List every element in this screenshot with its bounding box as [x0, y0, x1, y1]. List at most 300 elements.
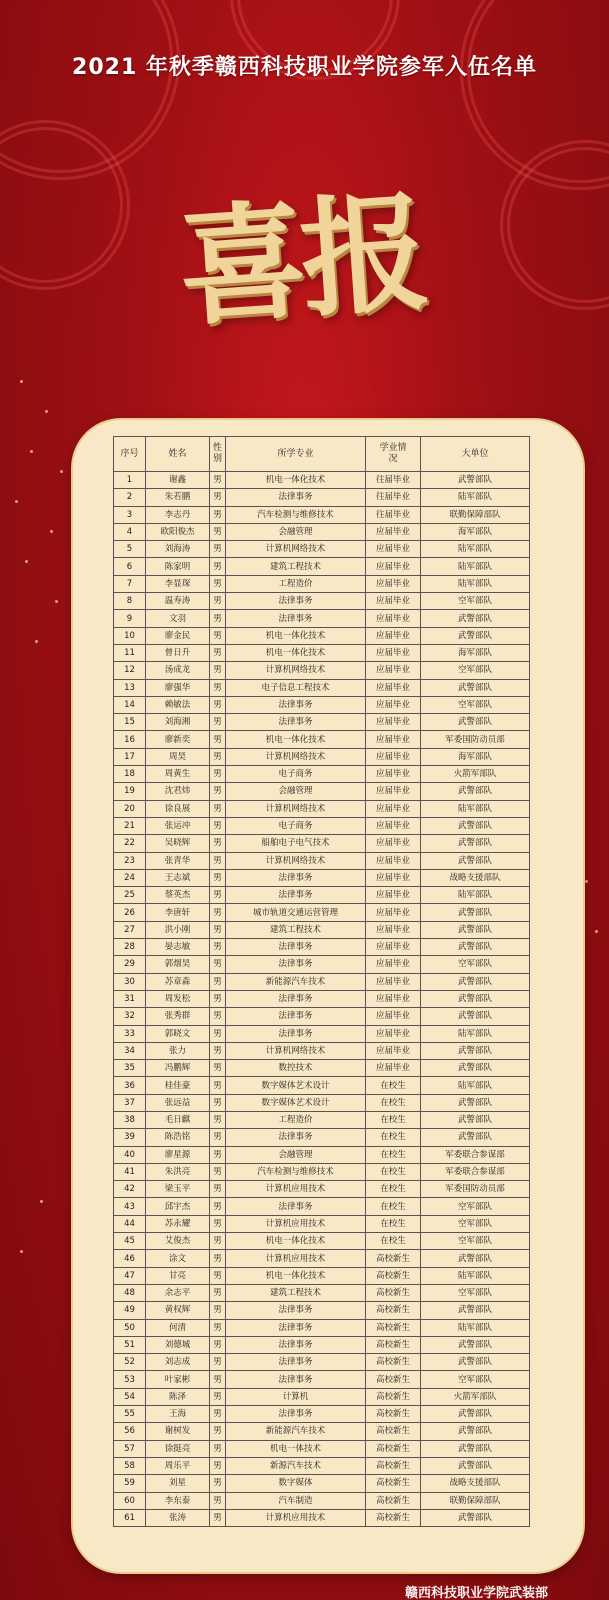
cell-index: 6 [114, 558, 146, 575]
cell-major: 新源汽车技术 [226, 1457, 366, 1474]
cell-name: 沈君炜 [146, 783, 210, 800]
cell-status: 应届毕业 [366, 610, 421, 627]
table-row [114, 731, 530, 748]
cell-status: 高校新生 [366, 1457, 421, 1474]
cell-major: 计算机网络技术 [226, 748, 366, 765]
cell-unit: 空军部队 [421, 593, 530, 610]
cell-index: 42 [114, 1181, 146, 1198]
cell-index: 9 [114, 610, 146, 627]
cell-index: 58 [114, 1457, 146, 1474]
cell-status: 在校生 [366, 1111, 421, 1128]
cell-index: 61 [114, 1509, 146, 1526]
cell-name: 晏志敏 [146, 939, 210, 956]
cell-major: 数控技术 [226, 1060, 366, 1077]
cell-index: 14 [114, 696, 146, 713]
cell-name: 廖强华 [146, 679, 210, 696]
cell-status: 应届毕业 [366, 939, 421, 956]
cell-unit: 空军部队 [421, 1284, 530, 1301]
cell-gender: 男 [210, 610, 226, 627]
table-row [114, 748, 530, 765]
cell-gender: 男 [210, 1492, 226, 1509]
cell-gender: 男 [210, 679, 226, 696]
cell-major: 法律事务 [226, 489, 366, 506]
cell-gender: 男 [210, 662, 226, 679]
cell-unit: 武警部队 [421, 990, 530, 1007]
cell-gender: 男 [210, 835, 226, 852]
cell-major: 计算机网络技术 [226, 541, 366, 558]
cell-index: 37 [114, 1094, 146, 1111]
table-row [114, 523, 530, 540]
cell-status: 应届毕业 [366, 731, 421, 748]
cell-unit: 武警部队 [421, 1042, 530, 1059]
cell-unit: 武警部队 [421, 852, 530, 869]
table-row [114, 1319, 530, 1336]
cell-gender: 男 [210, 973, 226, 990]
cell-index: 10 [114, 627, 146, 644]
cell-unit: 武警部队 [421, 921, 530, 938]
cell-index: 16 [114, 731, 146, 748]
table-row [114, 575, 530, 592]
cell-major: 机电一体化技术 [226, 1233, 366, 1250]
cell-name: 廖金民 [146, 627, 210, 644]
cell-status: 应届毕业 [366, 973, 421, 990]
cell-gender: 男 [210, 1388, 226, 1405]
cell-unit: 海军部队 [421, 644, 530, 661]
header-index: 序号 [114, 437, 146, 472]
cell-name: 洪小刚 [146, 921, 210, 938]
cell-status: 在校生 [366, 1163, 421, 1180]
cell-name: 曾日升 [146, 644, 210, 661]
cell-gender: 男 [210, 1233, 226, 1250]
cell-unit: 陆军部队 [421, 575, 530, 592]
cell-gender: 男 [210, 1284, 226, 1301]
cell-major: 工程造价 [226, 575, 366, 592]
cell-unit: 陆军部队 [421, 541, 530, 558]
cell-gender: 男 [210, 1060, 226, 1077]
cell-unit: 军委联合参谋部 [421, 1163, 530, 1180]
table-row [114, 1215, 530, 1232]
cell-name: 苏章森 [146, 973, 210, 990]
cell-name: 谢树发 [146, 1423, 210, 1440]
cell-unit: 军委国防动员部 [421, 731, 530, 748]
cell-gender: 男 [210, 939, 226, 956]
cell-index: 43 [114, 1198, 146, 1215]
cell-status: 高校新生 [366, 1440, 421, 1457]
cell-name: 陈泽 [146, 1388, 210, 1405]
table-row [114, 1129, 530, 1146]
cell-status: 应届毕业 [366, 523, 421, 540]
cell-major: 机电一体技术 [226, 1440, 366, 1457]
cell-status: 应届毕业 [366, 1042, 421, 1059]
cell-gender: 男 [210, 1042, 226, 1059]
cell-status: 在校生 [366, 1094, 421, 1111]
cell-index: 29 [114, 956, 146, 973]
cell-status: 高校新生 [366, 1406, 421, 1423]
cell-gender: 男 [210, 1457, 226, 1474]
cell-gender: 男 [210, 644, 226, 661]
cell-name: 甘亮 [146, 1267, 210, 1284]
cell-major: 法律事务 [226, 1406, 366, 1423]
table-row [114, 817, 530, 834]
cell-index: 8 [114, 593, 146, 610]
cell-gender: 男 [210, 541, 226, 558]
cell-unit: 空军部队 [421, 662, 530, 679]
cell-status: 在校生 [366, 1233, 421, 1250]
cell-name: 欧阳俊杰 [146, 523, 210, 540]
cell-gender: 男 [210, 472, 226, 489]
cell-unit: 武警部队 [421, 627, 530, 644]
cell-index: 55 [114, 1406, 146, 1423]
cell-status: 往届毕业 [366, 489, 421, 506]
cell-unit: 陆军部队 [421, 1267, 530, 1284]
table-row [114, 990, 530, 1007]
cell-gender: 男 [210, 1146, 226, 1163]
cell-gender: 男 [210, 748, 226, 765]
cell-unit: 陆军部队 [421, 1319, 530, 1336]
cell-major: 新能源汽车技术 [226, 1423, 366, 1440]
cell-unit: 海军部队 [421, 748, 530, 765]
cell-unit: 武警部队 [421, 835, 530, 852]
cell-unit: 空军部队 [421, 1233, 530, 1250]
cell-gender: 男 [210, 1094, 226, 1111]
cell-name: 李唐轩 [146, 904, 210, 921]
cell-major: 汽车检测与维修技术 [226, 1163, 366, 1180]
cell-unit: 空军部队 [421, 1198, 530, 1215]
table-row [114, 783, 530, 800]
cell-status: 应届毕业 [366, 1008, 421, 1025]
cell-index: 13 [114, 679, 146, 696]
cell-unit: 武警部队 [421, 1440, 530, 1457]
cell-status: 高校新生 [366, 1354, 421, 1371]
table-row [114, 610, 530, 627]
cell-status: 在校生 [366, 1215, 421, 1232]
cell-gender: 男 [210, 1215, 226, 1232]
cell-unit: 火箭军部队 [421, 766, 530, 783]
header-name: 姓名 [146, 437, 210, 472]
cell-index: 17 [114, 748, 146, 765]
cell-index: 53 [114, 1371, 146, 1388]
cell-gender: 男 [210, 1025, 226, 1042]
table-row [114, 1025, 530, 1042]
cell-name: 朱洪亮 [146, 1163, 210, 1180]
cell-major: 机电一体化技术 [226, 1267, 366, 1284]
cell-major: 计算机网络技术 [226, 662, 366, 679]
cell-index: 15 [114, 714, 146, 731]
table-row [114, 904, 530, 921]
cell-status: 应届毕业 [366, 662, 421, 679]
cell-status: 高校新生 [366, 1336, 421, 1353]
cell-index: 11 [114, 644, 146, 661]
cell-gender: 男 [210, 489, 226, 506]
cell-major: 数字媒体艺术设计 [226, 1094, 366, 1111]
cell-gender: 男 [210, 1198, 226, 1215]
cell-major: 法律事务 [226, 1025, 366, 1042]
enlistment-roster-table [113, 436, 530, 1527]
cell-status: 应届毕业 [366, 541, 421, 558]
cell-name: 余志平 [146, 1284, 210, 1301]
cell-status: 高校新生 [366, 1319, 421, 1336]
cell-major: 计算机 [226, 1388, 366, 1405]
cell-gender: 男 [210, 1423, 226, 1440]
table-row [114, 1336, 530, 1353]
cell-index: 3 [114, 506, 146, 523]
cell-status: 应届毕业 [366, 956, 421, 973]
cell-major: 法律事务 [226, 887, 366, 904]
cell-status: 应届毕业 [366, 904, 421, 921]
table-row [114, 644, 530, 661]
cell-index: 41 [114, 1163, 146, 1180]
cell-gender: 男 [210, 990, 226, 1007]
table-row [114, 696, 530, 713]
table-row [114, 766, 530, 783]
cell-major: 会融管理 [226, 523, 366, 540]
cell-status: 高校新生 [366, 1284, 421, 1301]
cell-gender: 男 [210, 1371, 226, 1388]
cell-name: 毛日麒 [146, 1111, 210, 1128]
cell-unit: 陆军部队 [421, 1025, 530, 1042]
cell-gender: 男 [210, 1319, 226, 1336]
cell-status: 应届毕业 [366, 1060, 421, 1077]
cell-status: 应届毕业 [366, 766, 421, 783]
cell-unit: 空军部队 [421, 1371, 530, 1388]
cell-name: 王海 [146, 1406, 210, 1423]
cell-gender: 男 [210, 1163, 226, 1180]
cell-status: 应届毕业 [366, 783, 421, 800]
cell-name: 谢鑫 [146, 472, 210, 489]
cell-name: 王志斌 [146, 869, 210, 886]
cell-name: 朱若鹏 [146, 489, 210, 506]
cell-major: 机电一体化技术 [226, 627, 366, 644]
cell-unit: 战略支援部队 [421, 1475, 530, 1492]
cell-status: 在校生 [366, 1077, 421, 1094]
cell-major: 法律事务 [226, 939, 366, 956]
cell-index: 28 [114, 939, 146, 956]
cell-name: 郭晓文 [146, 1025, 210, 1042]
cell-name: 赖敏法 [146, 696, 210, 713]
cell-status: 在校生 [366, 1181, 421, 1198]
cell-unit: 火箭军部队 [421, 1388, 530, 1405]
cell-gender: 男 [210, 523, 226, 540]
cell-name: 梁玉平 [146, 1181, 210, 1198]
cell-gender: 男 [210, 1181, 226, 1198]
table-row [114, 887, 530, 904]
table-row [114, 1440, 530, 1457]
table-row [114, 800, 530, 817]
page-title: 2021 年秋季赣西科技职业学院参军入伍名单 [72, 55, 537, 80]
cell-gender: 男 [210, 1111, 226, 1128]
cell-gender: 男 [210, 1250, 226, 1267]
cell-index: 54 [114, 1388, 146, 1405]
cell-index: 27 [114, 921, 146, 938]
cell-index: 52 [114, 1354, 146, 1371]
cell-unit: 武警部队 [421, 1457, 530, 1474]
cell-name: 张涛 [146, 1509, 210, 1526]
table-row [114, 1181, 530, 1198]
table-row [114, 939, 530, 956]
cell-status: 在校生 [366, 1146, 421, 1163]
cell-status: 应届毕业 [366, 852, 421, 869]
cell-major: 计算机应用技术 [226, 1215, 366, 1232]
cell-major: 建筑工程技术 [226, 558, 366, 575]
cell-name: 刘海涛 [146, 541, 210, 558]
cell-index: 4 [114, 523, 146, 540]
cell-unit: 战略支援部队 [421, 869, 530, 886]
cell-name: 李志丹 [146, 506, 210, 523]
table-row [114, 1354, 530, 1371]
cell-index: 20 [114, 800, 146, 817]
cell-name: 蔡英杰 [146, 887, 210, 904]
cell-index: 47 [114, 1267, 146, 1284]
table-row [114, 679, 530, 696]
cell-status: 应届毕业 [366, 869, 421, 886]
cell-major: 船舶电子电气技术 [226, 835, 366, 852]
cell-major: 汽车检测与维修技术 [226, 506, 366, 523]
cell-gender: 男 [210, 1129, 226, 1146]
table-row [114, 1406, 530, 1423]
cell-name: 周乐平 [146, 1457, 210, 1474]
cell-status: 应届毕业 [366, 679, 421, 696]
cell-name: 张青华 [146, 852, 210, 869]
cell-index: 34 [114, 1042, 146, 1059]
cell-major: 计算机网络技术 [226, 800, 366, 817]
table-row [114, 1284, 530, 1301]
cell-gender: 男 [210, 1475, 226, 1492]
cell-gender: 男 [210, 766, 226, 783]
table-row [114, 1492, 530, 1509]
cell-major: 会融管理 [226, 1146, 366, 1163]
cell-gender: 男 [210, 1302, 226, 1319]
cell-status: 在校生 [366, 1129, 421, 1146]
cell-major: 新能源汽车技术 [226, 973, 366, 990]
cell-name: 邱宇杰 [146, 1198, 210, 1215]
cell-gender: 男 [210, 1440, 226, 1457]
table-row [114, 852, 530, 869]
cell-status: 应届毕业 [366, 817, 421, 834]
cell-unit: 武警部队 [421, 939, 530, 956]
cell-index: 49 [114, 1302, 146, 1319]
cell-gender: 男 [210, 1267, 226, 1284]
table-row [114, 506, 530, 523]
cell-major: 法律事务 [226, 1319, 366, 1336]
cell-name: 廖星源 [146, 1146, 210, 1163]
cell-name: 陈家明 [146, 558, 210, 575]
cell-name: 汤成龙 [146, 662, 210, 679]
cell-major: 法律事务 [226, 1302, 366, 1319]
cell-index: 12 [114, 662, 146, 679]
cell-unit: 武警部队 [421, 1336, 530, 1353]
cell-major: 机电一体化技术 [226, 731, 366, 748]
cell-name: 刘星 [146, 1475, 210, 1492]
cell-major: 法律事务 [226, 1371, 366, 1388]
table-row [114, 1388, 530, 1405]
cell-index: 7 [114, 575, 146, 592]
cell-unit: 武警部队 [421, 973, 530, 990]
cell-unit: 武警部队 [421, 904, 530, 921]
cell-index: 33 [114, 1025, 146, 1042]
cell-unit: 陆军部队 [421, 558, 530, 575]
table-row [114, 1475, 530, 1492]
cell-major: 法律事务 [226, 714, 366, 731]
cell-gender: 男 [210, 714, 226, 731]
cell-unit: 军委联合参谋部 [421, 1146, 530, 1163]
cell-unit: 武警部队 [421, 1423, 530, 1440]
cell-status: 应届毕业 [366, 714, 421, 731]
table-row [114, 1077, 530, 1094]
cell-status: 往届毕业 [366, 506, 421, 523]
table-row [114, 1198, 530, 1215]
cell-major: 计算机网络技术 [226, 852, 366, 869]
cell-index: 32 [114, 1008, 146, 1025]
cell-index: 30 [114, 973, 146, 990]
cell-major: 会融管理 [226, 783, 366, 800]
cell-status: 应届毕业 [366, 696, 421, 713]
table-row [114, 1111, 530, 1128]
cell-major: 法律事务 [226, 610, 366, 627]
cell-status: 高校新生 [366, 1371, 421, 1388]
cell-name: 叶家彬 [146, 1371, 210, 1388]
cell-unit: 空军部队 [421, 696, 530, 713]
cell-gender: 男 [210, 696, 226, 713]
cell-major: 数字媒体艺术设计 [226, 1077, 366, 1094]
cell-name: 张远益 [146, 1094, 210, 1111]
cell-gender: 男 [210, 1354, 226, 1371]
table-row [114, 662, 530, 679]
cell-major: 法律事务 [226, 1008, 366, 1025]
table-row [114, 1008, 530, 1025]
table-row [114, 489, 530, 506]
table-row [114, 1302, 530, 1319]
cell-status: 应届毕业 [366, 575, 421, 592]
cell-unit: 空军部队 [421, 956, 530, 973]
cell-index: 24 [114, 869, 146, 886]
table-row [114, 1371, 530, 1388]
cell-name: 黄权辉 [146, 1302, 210, 1319]
header-gender: 性别 [210, 437, 226, 472]
cell-unit: 陆军部队 [421, 800, 530, 817]
cell-status: 应届毕业 [366, 558, 421, 575]
cell-unit: 联勤保障部队 [421, 1492, 530, 1509]
cell-index: 40 [114, 1146, 146, 1163]
cell-status: 应届毕业 [366, 990, 421, 1007]
cell-unit: 武警部队 [421, 472, 530, 489]
cell-name: 周黄生 [146, 766, 210, 783]
table-row [114, 714, 530, 731]
cell-unit: 陆军部队 [421, 887, 530, 904]
cell-gender: 男 [210, 852, 226, 869]
cell-unit: 武警部队 [421, 1250, 530, 1267]
cell-major: 计算机应用技术 [226, 1250, 366, 1267]
cell-status: 高校新生 [366, 1423, 421, 1440]
cell-status: 高校新生 [366, 1267, 421, 1284]
cell-index: 45 [114, 1233, 146, 1250]
cell-gender: 男 [210, 1077, 226, 1094]
cell-unit: 武警部队 [421, 1509, 530, 1526]
cell-status: 应届毕业 [366, 800, 421, 817]
cell-unit: 武警部队 [421, 1406, 530, 1423]
cell-index: 18 [114, 766, 146, 783]
cell-index: 1 [114, 472, 146, 489]
cell-index: 21 [114, 817, 146, 834]
cell-major: 机电一体化技术 [226, 472, 366, 489]
cell-index: 59 [114, 1475, 146, 1492]
table-row [114, 1094, 530, 1111]
cell-unit: 武警部队 [421, 679, 530, 696]
cell-unit: 武警部队 [421, 610, 530, 627]
cell-name: 冯鹏辉 [146, 1060, 210, 1077]
cell-major: 计算机应用技术 [226, 1509, 366, 1526]
cell-index: 19 [114, 783, 146, 800]
cell-index: 56 [114, 1423, 146, 1440]
